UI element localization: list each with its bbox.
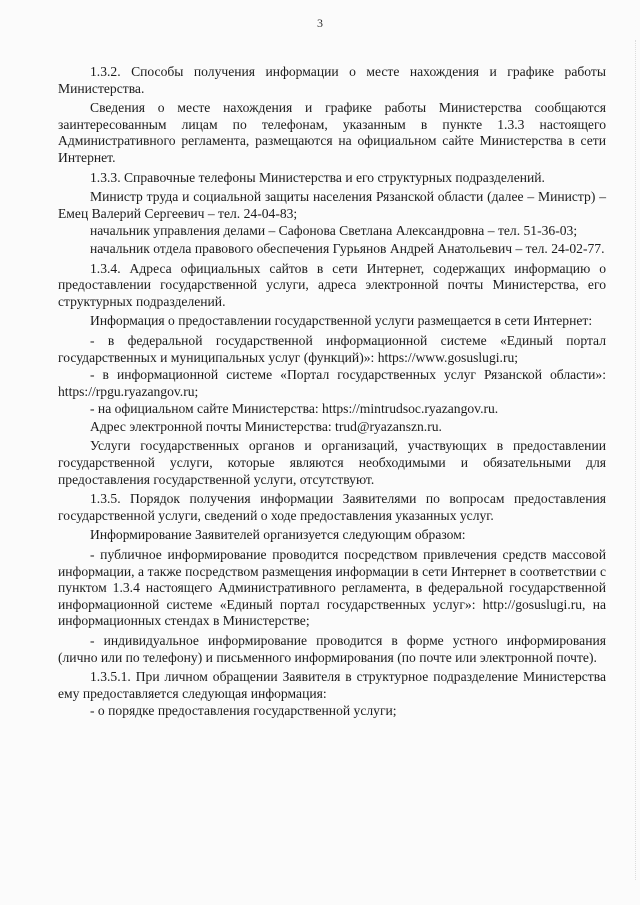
list-item-regional-portal: - в информационной системе «Портал государственных услуг Рязанской области»: https://rpgu.ryazangov.ru; [58,367,606,399]
paragraph-1-3-2-title: 1.3.2. Способы получения информации о месте нахождения и графике работы Министерства. [58,64,606,96]
page-number: 3 [317,16,323,30]
paragraph-1-3-4-title: 1.3.4. Адреса официальных сайтов в сети Интернет, содержащих информацию о предоставлении государственной услуги, адреса электронной почты Министерства, его структурных подразделений. [58,260,606,309]
list-item-service-procedure: - о порядке предоставления государственной услуги; [90,703,397,719]
paragraph-minister-phone: Министр труда и социальной защиты населения Рязанской области (далее – Министр) – Емец Валерий Сергеевич – тел. 24-04-83; [58,189,606,221]
paragraph-legal-head-phone: начальник отдела правового обеспечения Гурьянов Андрей Анатольевич – тел. 24-02-77. [90,240,605,256]
scan-edge-marks [629,40,636,880]
paragraph-ministry-email: Адрес электронной почты Министерства: trud@ryazanszn.ru. [90,418,442,434]
list-item-public-informing: - публичное информирование проводится посредством привлечения средств массовой информации, а также посредством размещения информации в сети Интернет в соответствии с пунктом 1.3.4 настоящего Административного регламента, в федеральной государственной информационной системе «Единый портал государственных услуг»: http://gosuslugi.ru, на информационных стендах в Министерстве; [58,547,606,629]
paragraph-related-services: Услуги государственных органов и организаций, участвующих в предоставлении государственной услуги, которые являются необходимыми и обязательными для предоставления государственной услуги, отсутствуют. [58,438,606,487]
paragraph-1-3-5-1: 1.3.5.1. При личном обращении Заявителя в структурное подразделение Министерства ему предоставляется следующая информация: [58,669,606,701]
paragraph-affairs-head-phone: начальник управления делами – Сафонова Светлана Александровна – тел. 51-36-03; [90,223,578,239]
list-item-individual-informing: - индивидуальное информирование проводится в форме устного информирования (лично или по телефону) и письменного информирования (по почте или электронной почте). [58,633,606,665]
list-item-federal-portal: - в федеральной государственной информационной системе «Единый портал государственных и муниципальных услуг (функций)»: https://www.gosuslugi.ru; [58,332,606,365]
paragraph-1-3-3-title: 1.3.3. Справочные телефоны Министерства и его структурных подразделений. [90,169,545,185]
paragraph-location-info: Сведения о месте нахождения и графике работы Министерства сообщаются заинтересованным лицам по телефонам, указанным в пункте 1.3.3 настоящего Административного регламента, размещаются на официальном сайте Министерства в сети Интернет. [58,100,606,165]
list-item-ministry-site: - на официальном сайте Министерства: https://mintrudsoc.ryazangov.ru. [90,401,499,417]
paragraph-informing-intro: Информирование Заявителей организуется следующим образом: [90,527,466,543]
paragraph-1-3-5-title: 1.3.5. Порядок получения информации Заявителями по вопросам предоставления государственной услуги, сведений о ходе предоставления указанных услуг. [58,491,606,523]
paragraph-internet-info: Информация о предоставлении государственной услуги размещается в сети Интернет: [90,313,593,329]
document-body [58,64,606,723]
